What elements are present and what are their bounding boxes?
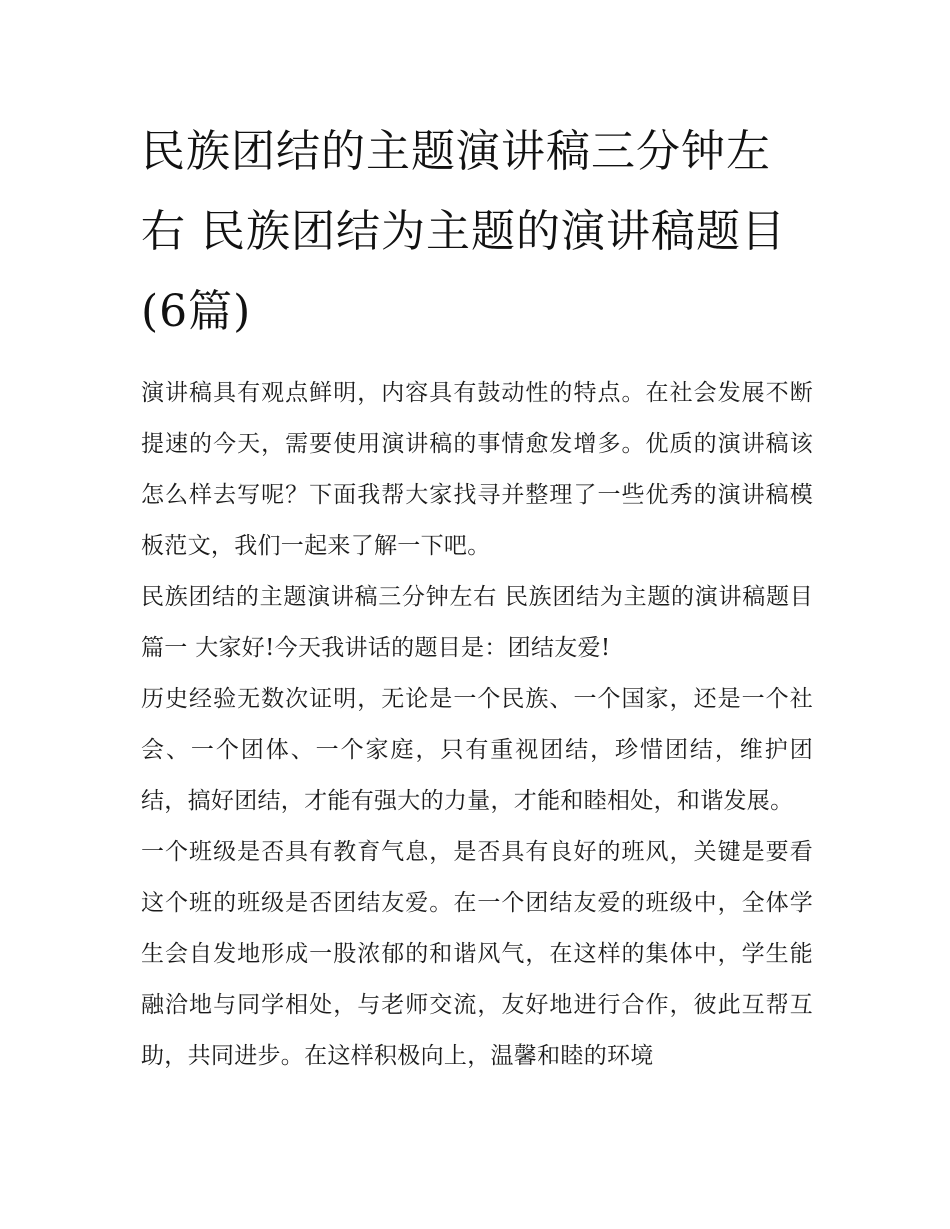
document-body: [141, 112, 813, 1082]
paragraph-class: 一个班级是否具有教育气息，是否具有良好的班风，关键是要看这个班的班级是否团结友爱。在一个团结友爱的班级中，全体学生会自发地形成一股浓郁的和谐风气，在这样的集体中，学生能融洽地与同学相处，与老师交流，友好地进行合作，彼此互帮互助，共同进步。在这样积极向上，温馨和睦的环境: [141, 839, 813, 1069]
document-title: 民族团结的主题演讲稿三分钟左右 民族团结为主题的演讲稿题目(6篇): [141, 126, 786, 337]
paragraph-history: 历史经验无数次证明，无论是一个民族、一个国家，还是一个社会、一个团体、一个家庭，只有重视团结，珍惜团结，维护团结，搞好团结，才能有强大的力量，才能和睦相处，和谐发展。: [141, 686, 813, 814]
paragraph-intro: 演讲稿具有观点鲜明，内容具有鼓动性的特点。在社会发展不断提速的今天，需要使用演讲稿的事情愈发增多。优质的演讲稿该怎么样去写呢？下面我帮大家找寻并整理了一些优秀的演讲稿模板范文，我们一起来了解一下吧。: [141, 380, 813, 559]
paragraph-section-heading: 民族团结的主题演讲稿三分钟左右 民族团结为主题的演讲稿题目篇一 大家好!今天我讲话的题目是：团结友爱!: [141, 584, 813, 661]
